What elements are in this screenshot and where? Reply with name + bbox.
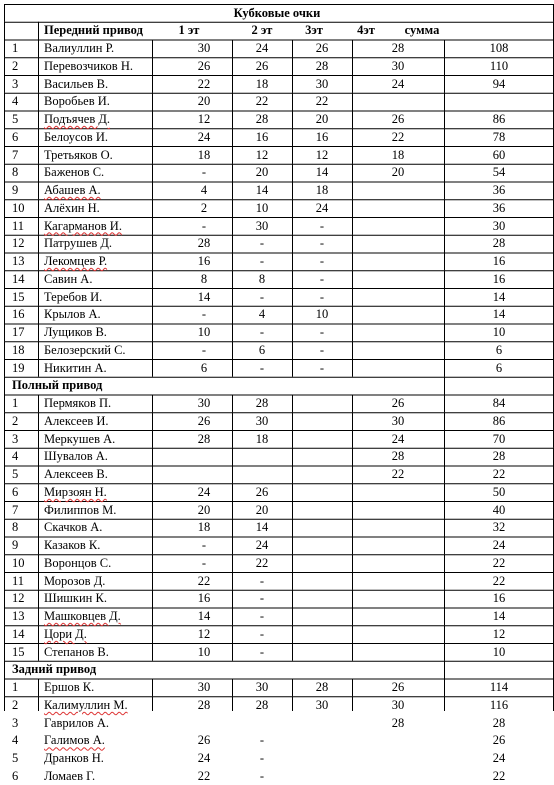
driver-name: Баженов С. [44, 165, 105, 180]
header-stage-4: 4эт [357, 23, 375, 38]
row-number: 14 [12, 271, 25, 286]
stage-4-points: 26 [391, 112, 405, 126]
stage-1-points: 10 [197, 644, 211, 659]
total-points: 24 [492, 751, 506, 765]
driver-name: Гаврилов А. [44, 715, 109, 730]
row-number: 9 [12, 538, 19, 552]
row-number: 1 [12, 41, 19, 55]
stage-3-points: - [319, 236, 325, 251]
total-points: 70 [492, 431, 506, 446]
stage-2-points: - [259, 289, 265, 304]
driver-name: Галимов А. [44, 733, 105, 748]
driver-name: Алёхин Н. [44, 200, 100, 215]
driver-name: Лущиков В. [44, 325, 107, 339]
row-number: 16 [12, 307, 25, 322]
stage-1-points: 22 [197, 76, 211, 91]
stage-2-points: - [259, 254, 265, 268]
stage-2-points: - [259, 609, 265, 623]
total-points: 10 [492, 644, 506, 659]
row-number: 11 [12, 218, 25, 233]
stage-2-points: 14 [255, 520, 269, 535]
driver-name: Никитин А. [44, 360, 107, 375]
driver-name: Шишкин К. [44, 591, 107, 606]
total-points: 36 [492, 200, 506, 215]
row-number: 18 [12, 342, 25, 357]
total-points: 14 [492, 289, 506, 304]
row-number: 6 [12, 484, 19, 499]
stage-1-points: 2 [200, 200, 208, 215]
stage-4-points: 24 [391, 76, 405, 91]
stage-2-points: 30 [255, 218, 269, 233]
driver-name: Дранков Н. [44, 751, 104, 765]
stage-2-points: 4 [258, 307, 266, 322]
table-title: Кубковые очки [233, 5, 321, 20]
total-points: 6 [495, 342, 503, 357]
row-number: 1 [12, 396, 19, 410]
driver-name: Казаков К. [44, 538, 101, 552]
row-number: 14 [12, 626, 25, 641]
total-points: 94 [492, 76, 506, 91]
stage-1-points: 28 [197, 236, 211, 251]
header-group: Передний привод [44, 23, 143, 38]
row-number: 2 [12, 58, 19, 73]
driver-name: Подъячев Д. [44, 112, 111, 126]
stage-2-points: 14 [255, 183, 269, 197]
row-number: 17 [12, 325, 25, 339]
total-points: 110 [489, 58, 509, 73]
row-number: 10 [12, 555, 25, 570]
stage-2-points: 28 [255, 697, 269, 712]
row-number: 5 [12, 467, 19, 481]
driver-name: Меркушев А. [44, 431, 116, 446]
stage-1-points: 6 [200, 360, 208, 375]
driver-name: Третьяков О. [44, 147, 113, 162]
row-number: 2 [12, 697, 19, 712]
stage-2-points: 18 [255, 431, 269, 446]
driver-name: Воронцов С. [44, 555, 112, 570]
driver-name: Крылов А. [44, 307, 101, 322]
row-number: 4 [12, 449, 19, 464]
stage-4-points: 30 [391, 697, 405, 712]
row-number: 5 [12, 112, 19, 126]
stage-1-points: 26 [197, 733, 211, 748]
total-points: 54 [492, 165, 506, 180]
stage-2-points: 6 [258, 342, 266, 357]
stage-4-points: 20 [391, 165, 405, 180]
driver-name: Воробьев И. [44, 94, 110, 109]
driver-name: Ершов К. [44, 680, 95, 694]
row-number: 11 [12, 573, 25, 588]
stage-4-points: 28 [391, 41, 405, 55]
stage-1-points: 8 [200, 271, 208, 286]
stage-4-points: 30 [391, 413, 405, 428]
driver-name: Пермяков П. [44, 396, 112, 410]
stage-2-points: 26 [255, 58, 269, 73]
stage-2-points: 28 [255, 112, 269, 126]
total-points: 16 [492, 254, 506, 268]
stage-1-points: 14 [197, 289, 211, 304]
header-stage-3: 3эт [305, 23, 323, 38]
stage-2-points: - [259, 626, 265, 641]
stage-3-points: 22 [315, 94, 329, 109]
stage-1-points: 12 [197, 112, 211, 126]
driver-name: Ломаев Г. [44, 768, 96, 783]
stage-2-points: 22 [255, 555, 269, 570]
total-points: 16 [492, 271, 506, 286]
stage-4-points: 28 [391, 449, 405, 464]
total-points: 22 [492, 573, 506, 588]
header-sum: сумма [404, 23, 440, 38]
stage-1-points: 26 [197, 58, 211, 73]
total-points: 16 [492, 591, 506, 606]
stage-1-points: - [201, 218, 207, 233]
stage-3-points: 26 [315, 41, 329, 55]
stage-1-points: 24 [197, 129, 211, 144]
header-stage-2: 2 эт [251, 23, 273, 38]
row-number: 1 [12, 680, 19, 694]
row-number: 10 [12, 200, 25, 215]
total-points: 60 [492, 147, 506, 162]
stage-1-points: 16 [197, 254, 211, 268]
stage-2-points: 24 [255, 538, 269, 552]
stage-2-points: 20 [255, 502, 269, 517]
stage-1-points: 20 [197, 94, 211, 109]
stage-3-points: 10 [315, 307, 329, 322]
driver-name: Савин А. [44, 271, 93, 286]
stage-3-points: 30 [315, 697, 329, 712]
total-points: 86 [492, 413, 506, 428]
total-points: 108 [489, 41, 509, 55]
stage-1-points: 18 [197, 147, 211, 162]
stage-2-points: - [259, 360, 265, 375]
stage-1-points: 30 [197, 41, 211, 55]
total-points: 14 [492, 609, 506, 623]
total-points: 14 [492, 307, 506, 322]
stage-2-points: 30 [255, 413, 269, 428]
driver-name: Васильев В. [44, 76, 109, 91]
stage-3-points: 14 [315, 165, 329, 180]
total-points: 86 [492, 112, 506, 126]
stage-2-points: - [259, 733, 265, 748]
row-number: 8 [12, 520, 19, 535]
row-number: 6 [12, 129, 19, 144]
stage-1-points: 24 [197, 751, 211, 765]
stage-1-points: 28 [197, 697, 211, 712]
driver-name: Патрушев Д. [44, 236, 113, 251]
driver-name: Калимуллин М. [44, 697, 128, 712]
row-number: 13 [12, 609, 25, 623]
stage-2-points: - [259, 644, 265, 659]
section-title: Полный привод [12, 378, 103, 393]
stage-3-points: - [319, 342, 325, 357]
row-number: 12 [12, 591, 25, 606]
stage-2-points: - [259, 236, 265, 251]
total-points: 6 [495, 360, 503, 375]
stage-1-points: 22 [197, 768, 211, 783]
driver-name: Скачков А. [44, 520, 103, 535]
stage-1-points: 18 [197, 520, 211, 535]
driver-name: Мирзоян Н. [44, 484, 107, 499]
total-points: 78 [492, 129, 506, 144]
stage-2-points: - [259, 573, 265, 588]
row-number: 9 [12, 183, 19, 197]
stage-3-points: - [319, 325, 325, 339]
stage-1-points: - [201, 307, 207, 322]
total-points: 22 [492, 768, 506, 783]
stage-3-points: 18 [315, 183, 329, 197]
row-number: 15 [12, 289, 25, 304]
stage-3-points: 28 [315, 680, 329, 694]
stage-3-points: 28 [315, 58, 329, 73]
stage-4-points: 28 [391, 715, 405, 730]
stage-2-points: - [259, 591, 265, 606]
driver-name: Лекомцев Р. [44, 254, 108, 268]
row-number: 3 [12, 431, 19, 446]
stage-4-points: 24 [391, 431, 405, 446]
driver-name: Кагарманов И. [44, 218, 122, 233]
driver-name: Морозов Д. [44, 573, 106, 588]
stage-2-points: 22 [255, 94, 269, 109]
stage-1-points: 30 [197, 680, 211, 694]
stage-1-points: 12 [197, 626, 211, 641]
row-number: 12 [12, 236, 25, 251]
driver-name: Филиппов М. [44, 502, 117, 517]
total-points: 12 [492, 626, 506, 641]
stage-3-points: - [319, 360, 325, 375]
stage-2-points: - [259, 768, 265, 783]
driver-name: Машковцев Д. [44, 609, 121, 623]
row-number: 4 [12, 733, 19, 748]
stage-4-points: 18 [391, 147, 405, 162]
row-number: 13 [12, 254, 25, 268]
stage-1-points: - [201, 538, 207, 552]
total-points: 50 [492, 484, 506, 499]
row-number: 3 [12, 76, 19, 91]
row-number: 6 [12, 768, 19, 783]
total-points: 28 [492, 715, 506, 730]
driver-name: Теребов И. [44, 289, 103, 304]
driver-name: Абашев А. [44, 183, 101, 197]
header-stage-1: 1 эт [178, 23, 200, 38]
stage-1-points: 4 [200, 183, 208, 197]
stage-4-points: 22 [391, 467, 405, 481]
total-points: 116 [489, 697, 509, 712]
stage-3-points: - [319, 218, 325, 233]
stage-1-points: 22 [197, 573, 211, 588]
stage-3-points: - [319, 271, 325, 286]
total-points: 22 [492, 555, 506, 570]
stage-3-points: 30 [315, 76, 329, 91]
row-number: 19 [12, 360, 25, 375]
total-points: 22 [492, 467, 506, 481]
total-points: 24 [492, 538, 506, 552]
driver-name: Белозерский С. [44, 342, 126, 357]
stage-1-points: 20 [197, 502, 211, 517]
row-number: 3 [12, 715, 19, 730]
stage-3-points: - [319, 254, 325, 268]
stage-1-points: - [201, 165, 207, 180]
total-points: 26 [492, 733, 506, 748]
stage-4-points: 30 [391, 58, 405, 73]
stage-2-points: 18 [255, 76, 269, 91]
stage-1-points: 26 [197, 413, 211, 428]
driver-name: Шувалов А. [44, 449, 108, 464]
stage-2-points: 8 [258, 271, 266, 286]
stage-4-points: 22 [391, 129, 405, 144]
row-number: 7 [12, 502, 19, 517]
row-number: 5 [12, 751, 19, 765]
driver-name: Валиуллин Р. [44, 41, 115, 55]
stage-2-points: 26 [255, 484, 269, 499]
stage-2-points: - [259, 325, 265, 339]
driver-name: Алексеев В. [44, 467, 108, 481]
stage-3-points: 20 [315, 112, 329, 126]
stage-3-points: 12 [315, 147, 329, 162]
row-number: 8 [12, 165, 19, 180]
row-number: 15 [12, 644, 25, 659]
driver-name: Белоусов И. [44, 129, 108, 144]
stage-1-points: - [201, 342, 207, 357]
stage-1-points: 30 [197, 396, 211, 410]
driver-name: Цори Д. [44, 626, 87, 641]
stage-2-points: 30 [255, 680, 269, 694]
stage-2-points: - [259, 751, 265, 765]
stage-1-points: 16 [197, 591, 211, 606]
stage-2-points: 24 [255, 41, 269, 55]
stage-2-points: 16 [255, 129, 269, 144]
stage-2-points: 10 [255, 200, 269, 215]
total-points: 114 [489, 680, 509, 694]
stage-1-points: 24 [197, 484, 211, 499]
stage-1-points: 14 [197, 609, 211, 623]
total-points: 28 [492, 449, 506, 464]
stage-2-points: 12 [255, 147, 269, 162]
row-number: 2 [12, 413, 19, 428]
stage-4-points: 26 [391, 396, 405, 410]
row-number: 4 [12, 94, 19, 109]
total-points: 36 [492, 183, 506, 197]
stage-4-points: 26 [391, 680, 405, 694]
stage-2-points: 20 [255, 165, 269, 180]
total-points: 40 [492, 502, 506, 517]
stage-3-points: 24 [315, 200, 329, 215]
total-points: 30 [492, 218, 506, 233]
driver-name: Степанов В. [44, 644, 109, 659]
total-points: 28 [492, 236, 506, 251]
total-points: 32 [492, 520, 506, 535]
stage-1-points: 28 [197, 431, 211, 446]
section-title: Задний привод [12, 662, 97, 677]
total-points: 10 [492, 325, 506, 339]
driver-name: Перевозчиков Н. [44, 58, 133, 73]
stage-2-points: 28 [255, 396, 269, 410]
stage-1-points: - [201, 555, 207, 570]
stage-3-points: - [319, 289, 325, 304]
stage-3-points: 16 [315, 129, 329, 144]
driver-name: Алексеев И. [44, 413, 109, 428]
stage-1-points: 10 [197, 325, 211, 339]
total-points: 84 [492, 396, 506, 410]
row-number: 7 [12, 147, 19, 162]
